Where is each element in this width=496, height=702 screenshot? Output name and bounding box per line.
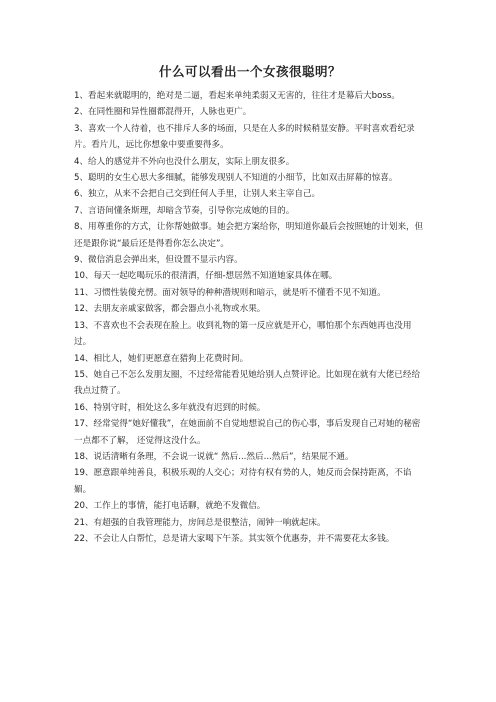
item-list: [74, 88, 426, 547]
list-item: 6、独立，从来不会把自己交到任何人手里，让别人来主宰自己。: [74, 189, 321, 200]
page-title: 什么可以看出一个女孩很聪明？: [158, 64, 341, 79]
list-item: 22、不会让人白帮忙，总是请大家喝下午茶。其实领个优惠券，并不需要花太多钱。: [74, 533, 395, 544]
list-item: 12、去朋友亲戚家做客，都会器点小礼物或水果。: [74, 304, 266, 315]
list-item: 17、经常觉得“她好懂我”，在她面前不自觉地想说自己的伤心事，事后发现自己对她的秘密一点都不了解， 还觉得这没什么。: [74, 419, 421, 446]
list-item: 8、用尊重你的方式，让你帮她做事。她会把方案给你，明知道你最后会按照她的计划来，但还是跟你说“最后还是得看你怎么决定”。: [74, 222, 424, 249]
list-item: 3、喜欢一个人待着，也不排斥人多的场面，只是在人多的时候稍显安静。平时喜欢看纪录片。看片儿，远比你想象中要重要得多。: [74, 123, 415, 151]
list-item: 9、微信消息会弹出来，但设置不显示内容。: [74, 255, 243, 266]
list-item: 10、每天一起吃喝玩乐的很清洒，仔细-想居然不知道她家具体在哪。: [74, 271, 338, 282]
list-item: 11、习惯性装傻充愣。面对领导的种种潜规则和暗示，就是听不懂看不见不知道。: [74, 287, 386, 298]
list-item: 7、言语间懂条斯理，却暗含节奏，引导你完成她的目的。: [74, 205, 295, 216]
list-item: 14、相比人，她们更愿意在猎狗上花费时间。: [74, 353, 249, 364]
list-item: 4、给人的感觉并不外向也没什么朋友，实际上朋友很多。: [74, 156, 295, 167]
list-item: 13、不喜欢也不会表现在脸上。收到礼物的第一反应就是开心，哪怕那个东西她再也没用过。: [74, 320, 412, 348]
list-item: 1、看起来就聪明的，绝对是二逼，看起来单纯柔弱又无害的，往往才是幕后大boss。: [74, 91, 400, 101]
list-item: 18、说话清晰有条理，不会说一说就“ 然后...然后...然后”，结果屁不通。: [74, 451, 354, 462]
list-item: 15、她自己不怎么发朋友圈，不过经常能看见她给别人点赞评论。比如现在就有大佬已经给我点过赞了。: [74, 369, 421, 397]
list-item: 21、有超强的自我管理能力，房间总是很整洁，闹钟一响就起床。: [74, 517, 326, 528]
list-item: 5、聪明的女生心思大多细腻，能够发现别人不知道的小细节，比如双击屏幕的惊喜。: [74, 173, 398, 184]
list-item: 20、工作上的事情，能打电话聊，就绝不发微信。: [74, 501, 266, 512]
list-item: 16、特别守时，相处这么多年就没有迟到的时候。: [74, 402, 266, 413]
list-item: 2、在同性圈和异性圈都混得开，人脉也更广。: [74, 107, 252, 118]
list-item: 19、愿意跟单纯善良，积极乐观的人交心；对待有权有势的人，她反而会保持距离，不谄媚。: [74, 468, 412, 495]
